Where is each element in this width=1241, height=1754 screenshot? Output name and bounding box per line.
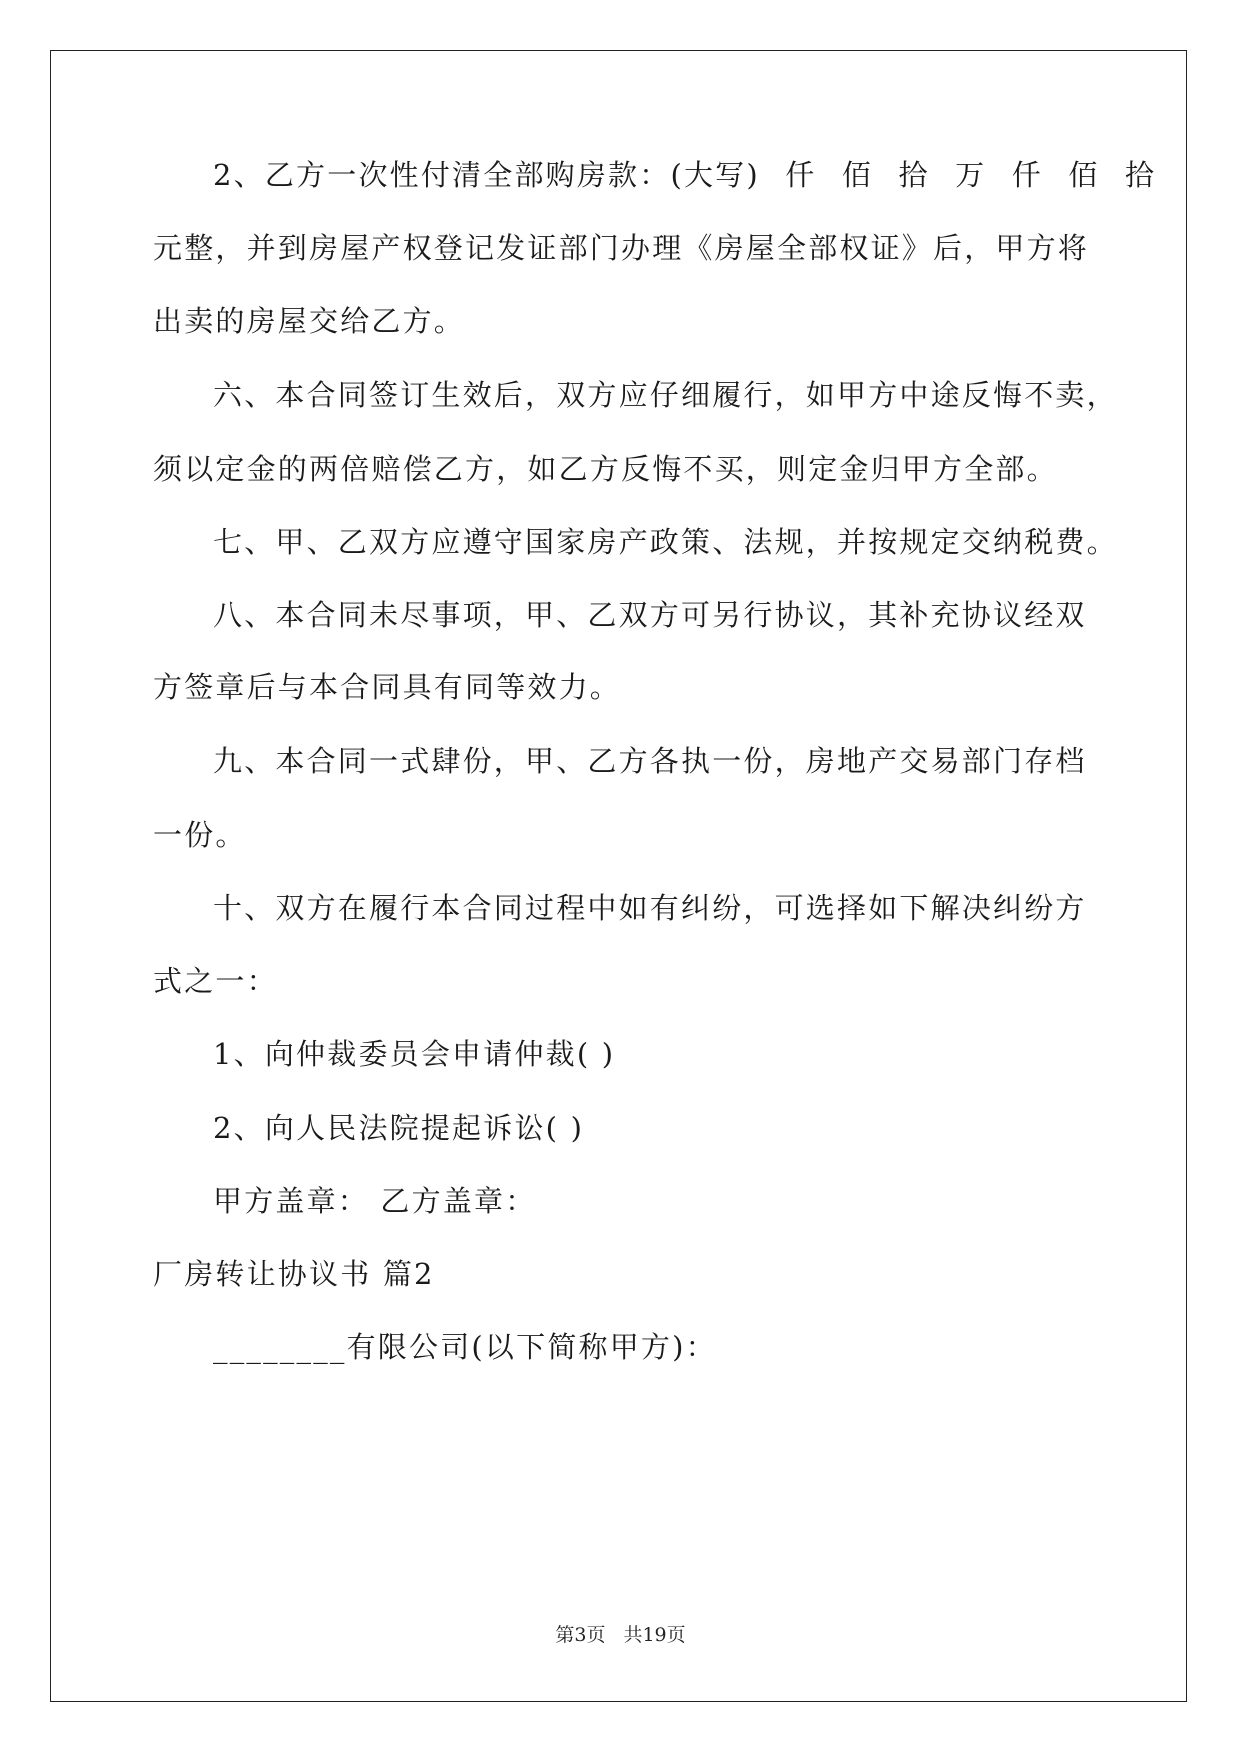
text-line: 方签章后与本合同具有同等效力。 [153, 670, 622, 704]
text-line: 须以定金的两倍赔偿乙方，如乙方反悔不买，则定金归甲方全部。 [153, 452, 1058, 486]
text-line: 式之一： [153, 964, 278, 998]
text-line: 一份。 [153, 818, 247, 852]
text-line: 2、乙方一次性付清全部购房款：(大写) 仟 佰 拾 万 仟 佰 拾 [213, 158, 1157, 192]
party-line: ________有限公司(以下简称甲方)： [213, 1330, 717, 1364]
text-line: 六、本合同签订生效后，双方应仔细履行，如甲方中途反悔不卖， [213, 378, 1118, 412]
text-line: 七、甲、乙双方应遵守国家房产政策、法规，并按规定交纳税费。 [213, 525, 1118, 559]
text-line: 九、本合同一式肆份，甲、乙方各执一份，房地产交易部门存档 [213, 744, 1087, 778]
page-number: 第3页 [555, 1624, 606, 1646]
text-line: 2、向人民法院提起诉讼( ) [213, 1111, 585, 1145]
page-border [50, 50, 1187, 1702]
signature-line: 甲方盖章： 乙方盖章： [213, 1184, 537, 1218]
text-line: 八、本合同未尽事项，甲、乙双方可另行协议，其补充协议经双 [213, 598, 1087, 632]
text-line: 元整，并到房屋产权登记发证部门办理《房屋全部权证》后，甲方将 [153, 231, 1090, 265]
page-total: 共19页 [623, 1624, 686, 1646]
text-line: 出卖的房屋交给乙方。 [153, 304, 466, 338]
text-line: 1、向仲裁委员会申请仲裁( ) [213, 1037, 616, 1071]
section-heading: 厂房转让协议书 篇2 [153, 1257, 435, 1291]
page-footer [0, 1623, 1241, 1647]
text-line: 十、双方在履行本合同过程中如有纠纷，可选择如下解决纠纷方 [213, 891, 1087, 925]
